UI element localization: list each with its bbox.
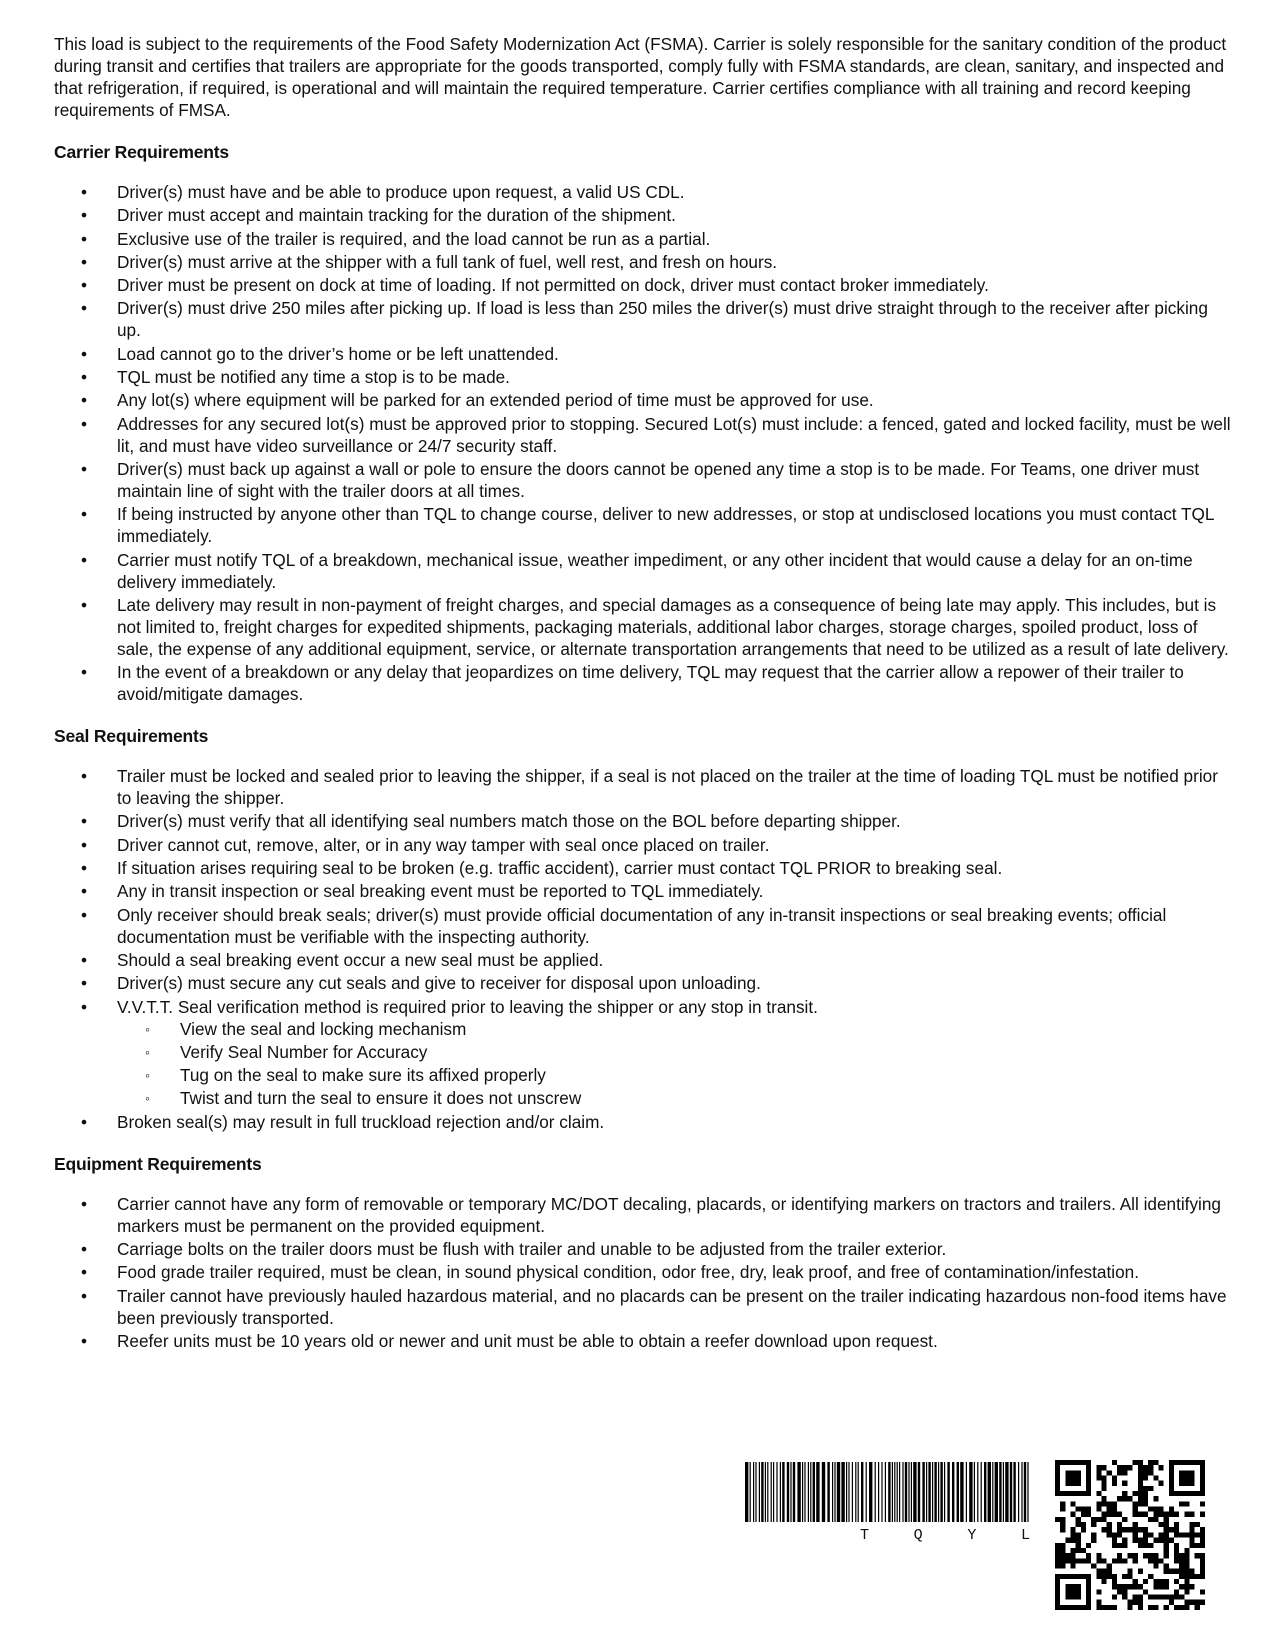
list-item: • Load cannot go to the driver’s home or be left unattended. xyxy=(54,343,1234,365)
list-item: • Carrier must notify TQL of a breakdown, mechanical issue, weather impediment, or any other incident that would cause a delay for an on-time delivery immediately. xyxy=(54,549,1234,593)
list-item: • If being instructed by anyone other than TQL to change course, deliver to new addresses, or stop at undisclosed locations you must contact TQL immediately. xyxy=(54,503,1234,547)
list-item: • If situation arises requiring seal to be broken (e.g. traffic accident), carrier must contact TQL PRIOR to breaking seal. xyxy=(54,857,1234,879)
list-item: • Only receiver should break seals; driver(s) must provide official documentation of any in-transit inspections or seal breaking events; official documentation must be verifiable with the inspecting authority. xyxy=(54,904,1234,948)
equipment-requirements-list xyxy=(54,1193,1234,1352)
list-item: • Driver(s) must have and be able to produce upon request, a valid US CDL. xyxy=(54,181,1234,203)
list-item: • Should a seal breaking event occur a new seal must be applied. xyxy=(54,949,1234,971)
list-item: • Any lot(s) where equipment will be parked for an extended period of time must be approved for use. xyxy=(54,389,1234,411)
list-item: • Driver(s) must back up against a wall or pole to ensure the doors cannot be opened any time a stop is to be made. For Teams, one driver must maintain line of sight with the trailer doors at all times. xyxy=(54,458,1234,502)
list-item: • Trailer must be locked and sealed prior to leaving the shipper, if a seal is not placed on the trailer at the time of loading TQL must be notified prior to leaving the shipper. xyxy=(54,765,1234,809)
carrier-requirements-list xyxy=(54,181,1234,705)
barcode-char: Q xyxy=(913,1527,923,1544)
list-item: • Late delivery may result in non-payment of freight charges, and special damages as a consequence of being late may apply. This includes, but is not limited to, freight charges for expedited shipments, packaging materials, additional labor charges, storage charges, spoiled product, loss of sale, the expense of any additional equipment, service, or alternate transportation arrangements that need to be utilized as a result of late delivery. xyxy=(54,594,1234,660)
list-item xyxy=(54,996,1234,1110)
list-item: • Driver must be present on dock at time of loading. If not permitted on dock, driver must contact broker immediately. xyxy=(54,274,1234,296)
carrier-requirements-heading: Carrier Requirements xyxy=(54,142,229,162)
seal-requirements-list xyxy=(54,765,1234,1133)
list-item: • Exclusive use of the trailer is required, and the load cannot be run as a partial. xyxy=(54,228,1234,250)
barcode-image xyxy=(745,1462,1030,1522)
equipment-requirements-heading: Equipment Requirements xyxy=(54,1153,262,1174)
list-item: • Trailer cannot have previously hauled hazardous material, and no placards can be present on the trailer indicating hazardous non-food items have been previously transported. xyxy=(54,1285,1234,1329)
codes-area xyxy=(745,1460,1215,1610)
list-item: • Driver cannot cut, remove, alter, or in any way tamper with seal once placed on trailer. xyxy=(54,834,1234,856)
barcode-char: Y xyxy=(967,1527,977,1544)
document-content xyxy=(54,33,1234,1372)
sub-list-item: ◦ Tug on the seal to make sure its affixed properly xyxy=(117,1064,1234,1086)
barcode-char: T xyxy=(860,1527,870,1544)
qr-code-image xyxy=(1055,1460,1205,1610)
barcode-char: L xyxy=(1020,1527,1030,1544)
fsma-intro-paragraph: This load is subject to the requirements of the Food Safety Modernization Act (FSMA). Carrier is solely responsible for the sanitary condition of the product during transit and certifies that trailers are appropriate for the goods transported, comply fully with FSMA standards, are clean, sanitary, and inspected and that refrigeration, if required, is operational and will maintain the required temperature. Carrier certifies compliance with all training and record keeping requirements of FMSA. xyxy=(54,34,1227,120)
list-item: • TQL must be notified any time a stop is to be made. xyxy=(54,366,1234,388)
list-item: • Driver(s) must drive 250 miles after picking up. If load is less than 250 miles the driver(s) must drive straight through to the receiver after picking up. xyxy=(54,297,1234,341)
list-item: • Addresses for any secured lot(s) must be approved prior to stopping. Secured Lot(s) must include: a fenced, gated and locked facility, must be well lit, and must have video surveillance or 24/7 security staff. xyxy=(54,413,1234,457)
list-item: • Carrier cannot have any form of removable or temporary MC/DOT decaling, placards, or identifying markers on tractors and trailers. All identifying markers must be permanent on the provided equipment. xyxy=(54,1193,1234,1237)
list-item: • Driver(s) must secure any cut seals and give to receiver for disposal upon unloading. xyxy=(54,972,1234,994)
list-item: • Driver must accept and maintain tracking for the duration of the shipment. xyxy=(54,204,1234,226)
list-item: • In the event of a breakdown or any delay that jeopardizes on time delivery, TQL may request that the carrier allow a repower of their trailer to avoid/mitigate damages. xyxy=(54,661,1234,705)
list-item: • Broken seal(s) may result in full truckload rejection and/or claim. xyxy=(54,1111,1234,1133)
sub-list-item: ◦ Twist and turn the seal to ensure it does not unscrew xyxy=(117,1087,1234,1109)
list-item: • Any in transit inspection or seal breaking event must be reported to TQL immediately. xyxy=(54,880,1234,902)
vvtt-sub-list xyxy=(117,1018,1234,1110)
sub-list-item: ◦ View the seal and locking mechanism xyxy=(117,1018,1234,1040)
barcode-caption xyxy=(860,1525,1030,1547)
list-item: • Food grade trailer required, must be clean, in sound physical condition, odor free, dry, leak proof, and free of contamination/infestation. xyxy=(54,1261,1234,1283)
vvtt-item-text: V.V.T.T. Seal verification method is required prior to leaving the shipper or any stop in transit. xyxy=(117,996,818,1017)
list-item: • Reefer units must be 10 years old or newer and unit must be able to obtain a reefer download upon request. xyxy=(54,1330,1234,1352)
list-item: • Carriage bolts on the trailer doors must be flush with trailer and unable to be adjusted from the trailer exterior. xyxy=(54,1238,1234,1260)
list-item: • Driver(s) must arrive at the shipper with a full tank of fuel, well rest, and fresh on hours. xyxy=(54,251,1234,273)
sub-list-item: ◦ Verify Seal Number for Accuracy xyxy=(117,1041,1234,1063)
list-item: • Driver(s) must verify that all identifying seal numbers match those on the BOL before departing shipper. xyxy=(54,810,1234,832)
seal-requirements-heading: Seal Requirements xyxy=(54,726,209,747)
